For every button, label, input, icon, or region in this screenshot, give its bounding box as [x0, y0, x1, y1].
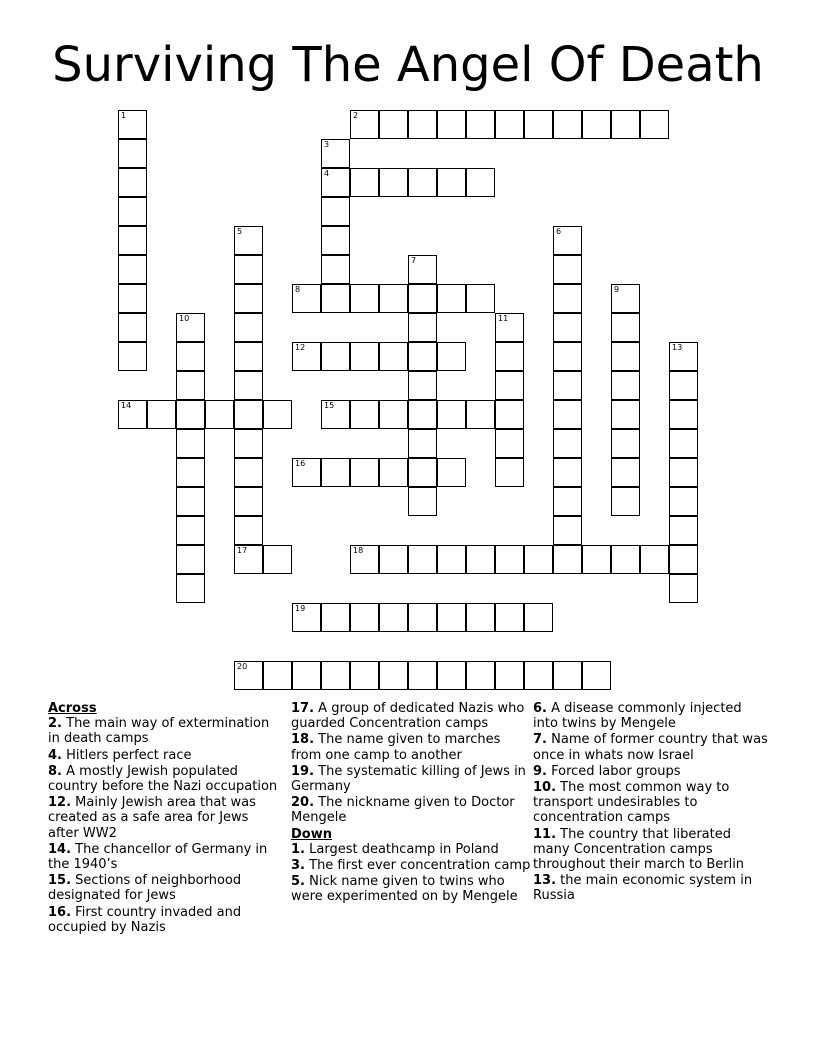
grid-cell[interactable]: [495, 429, 524, 458]
clue-number: 10.: [533, 780, 557, 796]
grid-cell[interactable]: [495, 603, 524, 632]
grid-cell[interactable]: [495, 458, 524, 487]
grid-cell[interactable]: [408, 284, 437, 313]
clue-item: [48, 716, 278, 746]
across-heading: Across: [48, 701, 97, 716]
grid-cell[interactable]: [669, 429, 698, 458]
grid-cell[interactable]: [466, 284, 495, 313]
clue-text: Sections of neighborhood designated for Jews: [48, 873, 242, 904]
grid-cell[interactable]: [292, 342, 321, 371]
clue-number: 3.: [291, 858, 305, 874]
clue-number: 5.: [291, 874, 305, 890]
grid-cell[interactable]: [611, 342, 640, 371]
grid-cell[interactable]: [495, 110, 524, 139]
clue-number-3: 3: [324, 140, 330, 149]
grid-cell[interactable]: [611, 429, 640, 458]
clue-number-4: 4: [324, 169, 330, 178]
grid-cell[interactable]: [553, 226, 582, 255]
grid-cell[interactable]: [234, 226, 263, 255]
grid-cell[interactable]: [379, 284, 408, 313]
grid-cell[interactable]: [176, 429, 205, 458]
grid-cell[interactable]: [408, 313, 437, 342]
clue-item: [48, 842, 278, 872]
clue-number-7: 7: [411, 256, 417, 265]
grid-cell[interactable]: [118, 197, 147, 226]
grid-cell[interactable]: [350, 661, 379, 690]
clue-text: Forced labor groups: [551, 763, 681, 779]
clue-text: the main economic system in Russia: [533, 873, 753, 904]
grid-cell[interactable]: [408, 168, 437, 197]
grid-cell[interactable]: [408, 429, 437, 458]
grid-cell[interactable]: [408, 487, 437, 516]
grid-cell[interactable]: [611, 487, 640, 516]
grid-cell[interactable]: [437, 342, 466, 371]
grid-cell[interactable]: [234, 516, 263, 545]
grid-cell[interactable]: [350, 168, 379, 197]
clue-text: First country invaded and occupied by Nazis: [48, 904, 242, 935]
grid-cell[interactable]: [408, 545, 437, 574]
grid-cell[interactable]: [669, 342, 698, 371]
clue-item: [291, 842, 531, 857]
clue-item: [48, 905, 278, 935]
grid-cell[interactable]: [408, 371, 437, 400]
grid-cell[interactable]: [176, 458, 205, 487]
grid-cell[interactable]: [234, 255, 263, 284]
clue-number-15: 15: [324, 401, 335, 410]
clue-number: 7.: [533, 732, 547, 748]
clue-number: 18.: [291, 732, 315, 748]
clue-text: The most common way to transport undesirables to concentration camps: [533, 780, 730, 826]
grid-cell[interactable]: [118, 168, 147, 197]
grid-cell[interactable]: [640, 545, 669, 574]
clue-number-8: 8: [295, 285, 301, 294]
grid-cell[interactable]: [379, 545, 408, 574]
grid-cell[interactable]: [379, 603, 408, 632]
grid-cell[interactable]: [466, 603, 495, 632]
grid-cell[interactable]: [553, 516, 582, 545]
grid-cell[interactable]: [437, 603, 466, 632]
grid-cell[interactable]: [263, 545, 292, 574]
grid-cell[interactable]: [466, 168, 495, 197]
grid-cell[interactable]: [350, 284, 379, 313]
grid-cell[interactable]: [379, 168, 408, 197]
grid-cell[interactable]: [234, 313, 263, 342]
grid-cell[interactable]: [611, 458, 640, 487]
grid-cell[interactable]: [321, 400, 350, 429]
clue-item: [48, 795, 278, 841]
grid-cell[interactable]: [234, 342, 263, 371]
clue-item: [291, 701, 531, 731]
grid-cell[interactable]: [379, 458, 408, 487]
clue-number: 8.: [48, 763, 62, 779]
grid-cell[interactable]: [437, 458, 466, 487]
grid-cell[interactable]: [321, 139, 350, 168]
grid-cell[interactable]: [553, 313, 582, 342]
grid-cell[interactable]: [379, 661, 408, 690]
clue-item: [291, 874, 531, 904]
clue-number-20: 20: [237, 662, 248, 671]
grid-cell[interactable]: [553, 545, 582, 574]
grid-cell[interactable]: [495, 371, 524, 400]
clue-item: [533, 827, 768, 873]
clue-number-6: 6: [556, 227, 562, 236]
grid-cell[interactable]: [495, 661, 524, 690]
clue-item: [291, 732, 531, 762]
grid-cell[interactable]: [466, 400, 495, 429]
clue-text: The name given to marches from one camp to another: [291, 732, 501, 763]
grid-cell[interactable]: [118, 284, 147, 313]
grid-cell[interactable]: [669, 400, 698, 429]
grid-cell[interactable]: [176, 371, 205, 400]
clue-text: Hitlers perfect race: [66, 747, 192, 763]
clue-number-19: 19: [295, 604, 306, 613]
clue-item: [291, 764, 531, 794]
grid-cell[interactable]: [553, 110, 582, 139]
grid-cell[interactable]: [437, 110, 466, 139]
grid-cell[interactable]: [611, 313, 640, 342]
clue-item: [48, 748, 278, 763]
grid-cell[interactable]: [350, 545, 379, 574]
grid-cell[interactable]: [350, 458, 379, 487]
grid-cell[interactable]: [321, 661, 350, 690]
grid-cell[interactable]: [234, 371, 263, 400]
grid-cell[interactable]: [234, 487, 263, 516]
clue-item: [533, 701, 768, 731]
clue-number: 11.: [533, 826, 557, 842]
clue-text: A mostly Jewish populated country before the Nazi occupation: [48, 763, 278, 795]
grid-cell[interactable]: [292, 603, 321, 632]
clue-text: The country that liberated many Concentration camps throughout their march to Berlin: [533, 826, 745, 873]
grid-cell[interactable]: [669, 516, 698, 545]
grid-cell[interactable]: [379, 110, 408, 139]
clue-text: The first ever concentration camp: [309, 858, 531, 874]
grid-cell[interactable]: [350, 110, 379, 139]
clue-number-18: 18: [353, 546, 364, 555]
grid-cell[interactable]: [437, 661, 466, 690]
grid-cell[interactable]: [466, 110, 495, 139]
grid-cell[interactable]: [292, 284, 321, 313]
grid-cell[interactable]: [321, 226, 350, 255]
grid-cell[interactable]: [669, 574, 698, 603]
clue-item: [533, 873, 768, 903]
clue-number-9: 9: [614, 285, 620, 294]
grid-cell[interactable]: [495, 545, 524, 574]
clue-item: [533, 732, 768, 762]
grid-cell[interactable]: [669, 545, 698, 574]
grid-cell[interactable]: [176, 516, 205, 545]
clue-text: Name of former country that was once in whats now Israel: [533, 732, 768, 763]
grid-cell[interactable]: [408, 661, 437, 690]
grid-cell[interactable]: [408, 255, 437, 284]
grid-cell[interactable]: [321, 197, 350, 226]
clue-number: 17.: [291, 701, 315, 716]
grid-cell[interactable]: [408, 110, 437, 139]
grid-cell[interactable]: [321, 255, 350, 284]
grid-cell[interactable]: [205, 400, 234, 429]
puzzle-title: Surviving The Angel Of Death: [52, 37, 764, 93]
grid-cell[interactable]: [553, 661, 582, 690]
clue-number-2: 2: [353, 111, 359, 120]
clue-number-16: 16: [295, 459, 306, 468]
clue-number-12: 12: [295, 343, 306, 352]
down-heading: Down: [291, 826, 332, 842]
grid-cell[interactable]: [321, 168, 350, 197]
grid-cell[interactable]: [147, 400, 176, 429]
grid-cell[interactable]: [669, 487, 698, 516]
clue-number-11: 11: [498, 314, 509, 323]
grid-cell[interactable]: [669, 371, 698, 400]
clue-number-13: 13: [672, 343, 683, 352]
grid-cell[interactable]: [321, 342, 350, 371]
clue-number: 13.: [533, 873, 557, 889]
clue-item: [291, 858, 531, 873]
grid-cell[interactable]: [321, 458, 350, 487]
grid-cell[interactable]: [640, 110, 669, 139]
clue-number: 15.: [48, 873, 72, 889]
grid-cell[interactable]: [292, 458, 321, 487]
clue-number-14: 14: [121, 401, 132, 410]
clue-item: [48, 873, 278, 903]
grid-cell[interactable]: [524, 110, 553, 139]
grid-cell[interactable]: [466, 661, 495, 690]
grid-cell[interactable]: [118, 313, 147, 342]
grid-cell[interactable]: [553, 487, 582, 516]
grid-cell[interactable]: [234, 400, 263, 429]
grid-cell[interactable]: [379, 342, 408, 371]
grid-cell[interactable]: [437, 168, 466, 197]
grid-cell[interactable]: [321, 603, 350, 632]
clue-item: [533, 780, 768, 826]
grid-cell[interactable]: [176, 545, 205, 574]
clue-text: The chancellor of Germany in the 1940’s: [48, 841, 268, 873]
grid-cell[interactable]: [611, 110, 640, 139]
grid-cell[interactable]: [582, 661, 611, 690]
grid-cell[interactable]: [176, 400, 205, 429]
grid-cell[interactable]: [437, 284, 466, 313]
grid-cell[interactable]: [234, 429, 263, 458]
grid-cell[interactable]: [234, 545, 263, 574]
clue-number-17: 17: [237, 546, 248, 555]
grid-cell[interactable]: [292, 661, 321, 690]
clue-number: 1.: [291, 841, 305, 857]
grid-cell[interactable]: [350, 603, 379, 632]
clue-text: Nick name given to twins who were experimented on by Mengele: [291, 874, 518, 905]
clue-item: [48, 764, 278, 794]
grid-cell[interactable]: [350, 400, 379, 429]
clue-text: A disease commonly injected into twins by Mengele: [533, 701, 742, 732]
grid-cell[interactable]: [263, 400, 292, 429]
grid-cell[interactable]: [408, 400, 437, 429]
grid-cell[interactable]: [234, 284, 263, 313]
grid-cell[interactable]: [553, 429, 582, 458]
grid-cell[interactable]: [524, 661, 553, 690]
grid-cell[interactable]: [263, 661, 292, 690]
grid-cell[interactable]: [234, 661, 263, 690]
grid-cell[interactable]: [437, 545, 466, 574]
clue-number: 14.: [48, 841, 72, 857]
clue-number: 19.: [291, 763, 315, 779]
grid-cell[interactable]: [466, 545, 495, 574]
grid-cell[interactable]: [524, 545, 553, 574]
grid-cell[interactable]: [553, 400, 582, 429]
grid-cell[interactable]: [118, 110, 147, 139]
grid-cell[interactable]: [495, 342, 524, 371]
grid-cell[interactable]: [118, 400, 147, 429]
clue-number: 12.: [48, 795, 72, 811]
grid-cell[interactable]: [408, 603, 437, 632]
clue-text: The main way of extermination in death camps: [48, 716, 270, 747]
grid-cell[interactable]: [176, 574, 205, 603]
clues-column-2: [291, 701, 531, 906]
grid-cell[interactable]: [118, 255, 147, 284]
grid-cell[interactable]: [553, 342, 582, 371]
clue-text: The nickname given to Doctor Mengele: [291, 795, 515, 826]
clue-number: 20.: [291, 795, 315, 811]
clue-item: [533, 764, 768, 779]
grid-cell[interactable]: [582, 545, 611, 574]
clue-text: The systematic killing of Jews in Germany: [291, 763, 526, 795]
clue-text: A group of dedicated Nazis who guarded Concentration camps: [291, 701, 525, 732]
grid-cell[interactable]: [176, 342, 205, 371]
grid-cell[interactable]: [669, 458, 698, 487]
clue-text: Mainly Jewish area that was created as a safe area for Jews after WW2: [48, 795, 256, 841]
clue-number-1: 1: [121, 111, 127, 120]
grid-cell[interactable]: [495, 313, 524, 342]
grid-cell[interactable]: [321, 284, 350, 313]
grid-cell[interactable]: [350, 342, 379, 371]
grid-cell[interactable]: [379, 400, 408, 429]
clue-item: [291, 795, 531, 825]
clues-column-3: [533, 701, 768, 905]
clue-number: 6.: [533, 701, 547, 716]
grid-cell[interactable]: [118, 342, 147, 371]
grid-cell[interactable]: [611, 284, 640, 313]
grid-cell[interactable]: [553, 255, 582, 284]
grid-cell[interactable]: [176, 487, 205, 516]
grid-cell[interactable]: [437, 400, 466, 429]
grid-cell[interactable]: [118, 226, 147, 255]
clues-column-1: [48, 701, 278, 936]
grid-cell[interactable]: [553, 284, 582, 313]
grid-cell[interactable]: [234, 458, 263, 487]
grid-cell[interactable]: [611, 545, 640, 574]
grid-cell[interactable]: [611, 400, 640, 429]
clue-number-5: 5: [237, 227, 243, 236]
grid-cell[interactable]: [408, 458, 437, 487]
clue-text: Largest deathcamp in Poland: [309, 841, 499, 857]
grid-cell[interactable]: [553, 458, 582, 487]
clue-number: 16.: [48, 904, 72, 920]
grid-cell[interactable]: [524, 603, 553, 632]
clue-number: 9.: [533, 763, 547, 779]
clue-number: 2.: [48, 716, 62, 732]
grid-cell[interactable]: [582, 110, 611, 139]
grid-cell[interactable]: [553, 371, 582, 400]
grid-cell[interactable]: [611, 371, 640, 400]
clue-number: 4.: [48, 747, 62, 763]
grid-cell[interactable]: [408, 342, 437, 371]
grid-cell[interactable]: [118, 139, 147, 168]
grid-cell[interactable]: [495, 400, 524, 429]
grid-cell[interactable]: [176, 313, 205, 342]
clue-number-10: 10: [179, 314, 190, 323]
